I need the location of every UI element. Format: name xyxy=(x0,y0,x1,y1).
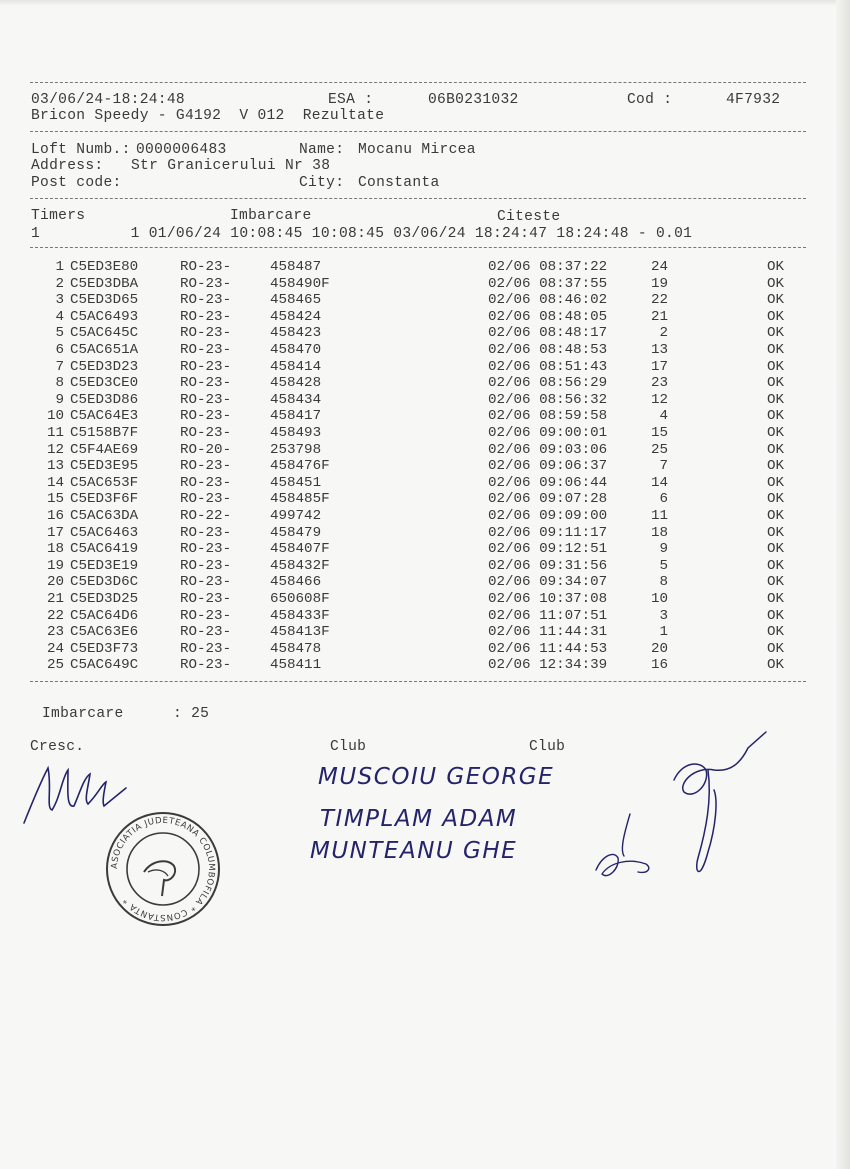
club-signatures xyxy=(590,730,780,895)
position-number: 1 xyxy=(659,624,668,641)
loft-number: 0000006483 xyxy=(136,142,227,158)
ring-prefix: RO-23- xyxy=(180,358,232,375)
row-index: 6 xyxy=(55,342,64,358)
status-ok: OK xyxy=(767,491,785,508)
row-index: 16 xyxy=(46,508,64,524)
ring-serial: 458423 xyxy=(270,325,322,342)
chip-id: C5AC653F xyxy=(70,474,139,491)
chip-id: C5F4AE69 xyxy=(70,441,139,458)
club-label-2: Club xyxy=(529,739,566,755)
chip-id: C5AC6493 xyxy=(70,308,139,325)
position-number: 24 xyxy=(650,259,668,275)
arrival-time: 02/06 09:12:51 xyxy=(488,541,608,558)
status-ok: OK xyxy=(767,275,785,292)
chip-id: C5ED3DBA xyxy=(70,275,139,292)
ring-serial: 458451 xyxy=(270,474,322,491)
ring-prefix: RO-23- xyxy=(180,342,232,358)
row-index: 21 xyxy=(46,591,64,607)
chip-id: C5AC6463 xyxy=(70,524,139,541)
ring-serial: 458411 xyxy=(270,657,322,674)
ring-serial: 458485F xyxy=(270,491,330,508)
arrival-time: 02/06 10:37:08 xyxy=(488,591,608,607)
ring-prefix: RO-22- xyxy=(180,508,232,524)
position-number: 15 xyxy=(650,425,668,441)
position-number: 16 xyxy=(650,657,668,674)
table-row xyxy=(0,359,850,376)
row-index: 24 xyxy=(46,640,64,657)
handwritten-name-3: MUNTEANU GHE xyxy=(310,838,518,864)
arrival-time: 02/06 09:06:37 xyxy=(488,458,608,475)
arrival-time: 02/06 09:34:07 xyxy=(488,574,608,591)
ring-serial: 458428 xyxy=(270,375,322,392)
print-datetime: 03/06/24-18:24:48 xyxy=(31,92,185,108)
citeste-header: Citeste xyxy=(497,209,561,225)
ring-prefix: RO-23- xyxy=(180,375,232,392)
ring-prefix: RO-23- xyxy=(180,624,232,641)
address-label: Address: xyxy=(31,158,104,174)
ring-serial: 458417 xyxy=(270,408,322,425)
position-number: 6 xyxy=(659,491,668,508)
row-index: 23 xyxy=(46,624,64,641)
table-row xyxy=(0,525,850,542)
imbarcare-summary-value: : 25 xyxy=(173,706,210,722)
table-row xyxy=(0,641,850,658)
ring-prefix: RO-23- xyxy=(180,391,232,408)
status-ok: OK xyxy=(767,624,785,641)
arrival-time: 02/06 08:51:43 xyxy=(488,358,608,375)
ring-prefix: RO-23- xyxy=(180,259,232,275)
owner-name: Mocanu Mircea xyxy=(358,142,476,158)
arrival-time: 02/06 08:48:53 xyxy=(488,342,608,358)
ring-prefix: RO-23- xyxy=(180,474,232,491)
ring-prefix: RO-23- xyxy=(180,541,232,558)
position-number: 7 xyxy=(659,458,668,475)
cresc-label: Cresc. xyxy=(30,739,85,755)
row-index: 9 xyxy=(55,391,64,408)
chip-id: C5AC63E6 xyxy=(70,624,139,641)
status-ok: OK xyxy=(767,591,785,607)
ring-serial: 458476F xyxy=(270,458,330,475)
table-row xyxy=(0,574,850,591)
chip-id: C5ED3D65 xyxy=(70,292,139,309)
arrival-time: 02/06 09:03:06 xyxy=(488,441,608,458)
position-number: 23 xyxy=(650,375,668,392)
position-number: 20 xyxy=(650,640,668,657)
chip-id: C5AC6419 xyxy=(70,541,139,558)
chip-id: C5ED3E80 xyxy=(70,259,139,275)
status-ok: OK xyxy=(767,441,785,458)
position-number: 4 xyxy=(659,408,668,425)
ring-prefix: RO-20- xyxy=(180,441,232,458)
city-value: Constanta xyxy=(358,175,440,191)
status-ok: OK xyxy=(767,458,785,475)
ring-serial: 458433F xyxy=(270,607,330,624)
row-index: 17 xyxy=(46,524,64,541)
chip-id: C5ED3F73 xyxy=(70,640,139,657)
table-row xyxy=(0,325,850,342)
chip-id: C5ED3E19 xyxy=(70,557,139,574)
arrival-time: 02/06 11:07:51 xyxy=(488,607,608,624)
table-row xyxy=(0,408,850,425)
ring-serial: 458407F xyxy=(270,541,330,558)
status-ok: OK xyxy=(767,657,785,674)
row-index: 4 xyxy=(55,308,64,325)
row-index: 12 xyxy=(46,441,64,458)
ring-serial: 458479 xyxy=(270,524,322,541)
position-number: 22 xyxy=(650,292,668,309)
row-index: 19 xyxy=(46,557,64,574)
status-ok: OK xyxy=(767,308,785,325)
position-number: 5 xyxy=(659,557,668,574)
club-stamp xyxy=(104,810,222,928)
separator xyxy=(30,131,806,132)
ring-prefix: RO-23- xyxy=(180,275,232,292)
arrival-time: 02/06 08:59:58 xyxy=(488,408,608,425)
row-index: 2 xyxy=(55,275,64,292)
status-ok: OK xyxy=(767,325,785,342)
ring-prefix: RO-23- xyxy=(180,657,232,674)
arrival-time: 02/06 08:48:05 xyxy=(488,308,608,325)
table-row xyxy=(0,657,850,674)
row-index: 11 xyxy=(46,425,64,441)
row-index: 25 xyxy=(46,657,64,674)
status-ok: OK xyxy=(767,358,785,375)
chip-id: C5ED3D6C xyxy=(70,574,139,591)
arrival-time: 02/06 09:31:56 xyxy=(488,557,608,574)
handwritten-name-2: TIMPLAM ADAM xyxy=(320,806,518,832)
ring-serial: 499742 xyxy=(270,508,322,524)
status-ok: OK xyxy=(767,425,785,441)
ring-prefix: RO-23- xyxy=(180,557,232,574)
chip-id: C5ED3D23 xyxy=(70,358,139,375)
status-ok: OK xyxy=(767,541,785,558)
separator xyxy=(30,247,806,248)
timers-label: Timers xyxy=(31,208,86,224)
separator xyxy=(30,198,806,199)
status-ok: OK xyxy=(767,524,785,541)
chip-id: C5AC63DA xyxy=(70,508,139,524)
cod-label: Cod : xyxy=(627,92,673,108)
ring-serial: 458493 xyxy=(270,425,322,441)
table-row xyxy=(0,442,850,459)
system-line: Bricon Speedy - G4192 V 012 Rezultate xyxy=(31,108,385,124)
ring-serial: 458466 xyxy=(270,574,322,591)
table-row xyxy=(0,608,850,625)
status-ok: OK xyxy=(767,408,785,425)
position-number: 21 xyxy=(650,308,668,325)
chip-id: C5ED3D86 xyxy=(70,391,139,408)
handwritten-name-1: MUSCOIU GEORGE xyxy=(318,764,555,790)
row-index: 15 xyxy=(46,491,64,508)
ring-prefix: RO-23- xyxy=(180,458,232,475)
city-label: City: xyxy=(299,175,345,191)
ring-prefix: RO-23- xyxy=(180,491,232,508)
table-row xyxy=(0,259,850,276)
position-number: 9 xyxy=(659,541,668,558)
arrival-time: 02/06 09:11:17 xyxy=(488,524,608,541)
table-row xyxy=(0,276,850,293)
table-row xyxy=(0,342,850,359)
position-number: 19 xyxy=(650,275,668,292)
position-number: 3 xyxy=(659,607,668,624)
stamp-text: ASOCIATIA JUDETEANA COLUMBOFILA * CONSTANTA * xyxy=(109,815,217,923)
position-number: 12 xyxy=(650,391,668,408)
ring-prefix: RO-23- xyxy=(180,292,232,309)
postcode-label: Post code: xyxy=(31,175,122,191)
status-ok: OK xyxy=(767,474,785,491)
status-ok: OK xyxy=(767,342,785,358)
table-row xyxy=(0,425,850,442)
position-number: 13 xyxy=(650,342,668,358)
position-number: 17 xyxy=(650,358,668,375)
table-row xyxy=(0,591,850,608)
name-label: Name: xyxy=(299,142,345,158)
status-ok: OK xyxy=(767,640,785,657)
arrival-time: 02/06 08:48:17 xyxy=(488,325,608,342)
imbarcare-header: Imbarcare xyxy=(230,208,312,224)
chip-id: C5AC649C xyxy=(70,657,139,674)
ring-serial: 253798 xyxy=(270,441,322,458)
ring-prefix: RO-23- xyxy=(180,574,232,591)
arrival-time: 02/06 11:44:31 xyxy=(488,624,608,641)
table-row xyxy=(0,292,850,309)
chip-id: C5ED3E95 xyxy=(70,458,139,475)
row-index: 22 xyxy=(46,607,64,624)
loft-label: Loft Numb.: xyxy=(31,142,131,158)
ring-prefix: RO-23- xyxy=(180,308,232,325)
position-number: 25 xyxy=(650,441,668,458)
table-row xyxy=(0,309,850,326)
row-index: 13 xyxy=(46,458,64,475)
position-number: 18 xyxy=(650,524,668,541)
chip-id: C5158B7F xyxy=(70,425,139,441)
chip-id: C5AC64D6 xyxy=(70,607,139,624)
arrival-time: 02/06 09:06:44 xyxy=(488,474,608,491)
status-ok: OK xyxy=(767,557,785,574)
ring-serial: 458424 xyxy=(270,308,322,325)
row-index: 14 xyxy=(46,474,64,491)
ring-prefix: RO-23- xyxy=(180,325,232,342)
status-ok: OK xyxy=(767,292,785,309)
club-label-1: Club xyxy=(330,739,367,755)
row-index: 5 xyxy=(55,325,64,342)
chip-id: C5AC64E3 xyxy=(70,408,139,425)
row-index: 1 xyxy=(55,259,64,275)
ring-serial: 458490F xyxy=(270,275,330,292)
table-row xyxy=(0,541,850,558)
chip-id: C5ED3D25 xyxy=(70,591,139,607)
svg-text:ASOCIATIA JUDETEANA COLUMBOFIL xyxy=(110,816,216,922)
arrival-time: 02/06 08:56:32 xyxy=(488,391,608,408)
ring-serial: 458470 xyxy=(270,342,322,358)
cod-value: 4F7932 xyxy=(726,92,781,108)
arrival-time: 02/06 08:37:55 xyxy=(488,275,608,292)
arrival-time: 02/06 09:00:01 xyxy=(488,425,608,441)
table-row xyxy=(0,392,850,409)
status-ok: OK xyxy=(767,375,785,392)
ring-prefix: RO-23- xyxy=(180,640,232,657)
position-number: 8 xyxy=(659,574,668,591)
ring-prefix: RO-23- xyxy=(180,524,232,541)
table-row xyxy=(0,458,850,475)
ring-serial: 458478 xyxy=(270,640,322,657)
arrival-time: 02/06 11:44:53 xyxy=(488,640,608,657)
arrival-time: 02/06 08:37:22 xyxy=(488,259,608,275)
esa-label: ESA : xyxy=(328,92,374,108)
position-number: 14 xyxy=(650,474,668,491)
ring-prefix: RO-23- xyxy=(180,607,232,624)
ring-prefix: RO-23- xyxy=(180,591,232,607)
row-index: 8 xyxy=(55,375,64,392)
chip-id: C5AC645C xyxy=(70,325,139,342)
ring-serial: 458487 xyxy=(270,259,322,275)
position-number: 10 xyxy=(650,591,668,607)
ring-serial: 458465 xyxy=(270,292,322,309)
ring-serial: 458434 xyxy=(270,391,322,408)
chip-id: C5ED3CE0 xyxy=(70,375,139,392)
table-row xyxy=(0,508,850,525)
ring-prefix: RO-23- xyxy=(180,425,232,441)
chip-id: C5ED3F6F xyxy=(70,491,139,508)
esa-value: 06B0231032 xyxy=(428,92,519,108)
arrival-time: 02/06 08:46:02 xyxy=(488,292,608,309)
status-ok: OK xyxy=(767,391,785,408)
row-index: 3 xyxy=(55,292,64,309)
arrival-time: 02/06 08:56:29 xyxy=(488,375,608,392)
table-row xyxy=(0,491,850,508)
row-index: 10 xyxy=(46,408,64,425)
table-row xyxy=(0,375,850,392)
row-index: 20 xyxy=(46,574,64,591)
arrival-time: 02/06 09:07:28 xyxy=(488,491,608,508)
status-ok: OK xyxy=(767,259,785,275)
imbarcare-summary-label: Imbarcare xyxy=(42,706,124,722)
scan-edge-top xyxy=(0,0,850,6)
ring-serial: 650608F xyxy=(270,591,330,607)
arrival-time: 02/06 12:34:39 xyxy=(488,657,608,674)
row-index: 7 xyxy=(55,358,64,375)
table-row xyxy=(0,475,850,492)
table-row xyxy=(0,558,850,575)
position-number: 2 xyxy=(659,325,668,342)
chip-id: C5AC651A xyxy=(70,342,139,358)
ring-prefix: RO-23- xyxy=(180,408,232,425)
ring-serial: 458413F xyxy=(270,624,330,641)
status-ok: OK xyxy=(767,607,785,624)
arrival-time: 02/06 09:09:00 xyxy=(488,508,608,524)
separator xyxy=(30,681,806,682)
ring-serial: 458432F xyxy=(270,557,330,574)
table-row xyxy=(0,624,850,641)
address-value: Str Granicerului Nr 38 xyxy=(131,158,331,174)
separator xyxy=(30,82,806,83)
row-index: 18 xyxy=(46,541,64,558)
status-ok: OK xyxy=(767,574,785,591)
timer-line: 1 1 01/06/24 10:08:45 10:08:45 03/06/24 18:24:47 18:24:48 - 0.01 xyxy=(31,226,693,242)
position-number: 11 xyxy=(650,508,668,524)
ring-serial: 458414 xyxy=(270,358,322,375)
status-ok: OK xyxy=(767,508,785,524)
